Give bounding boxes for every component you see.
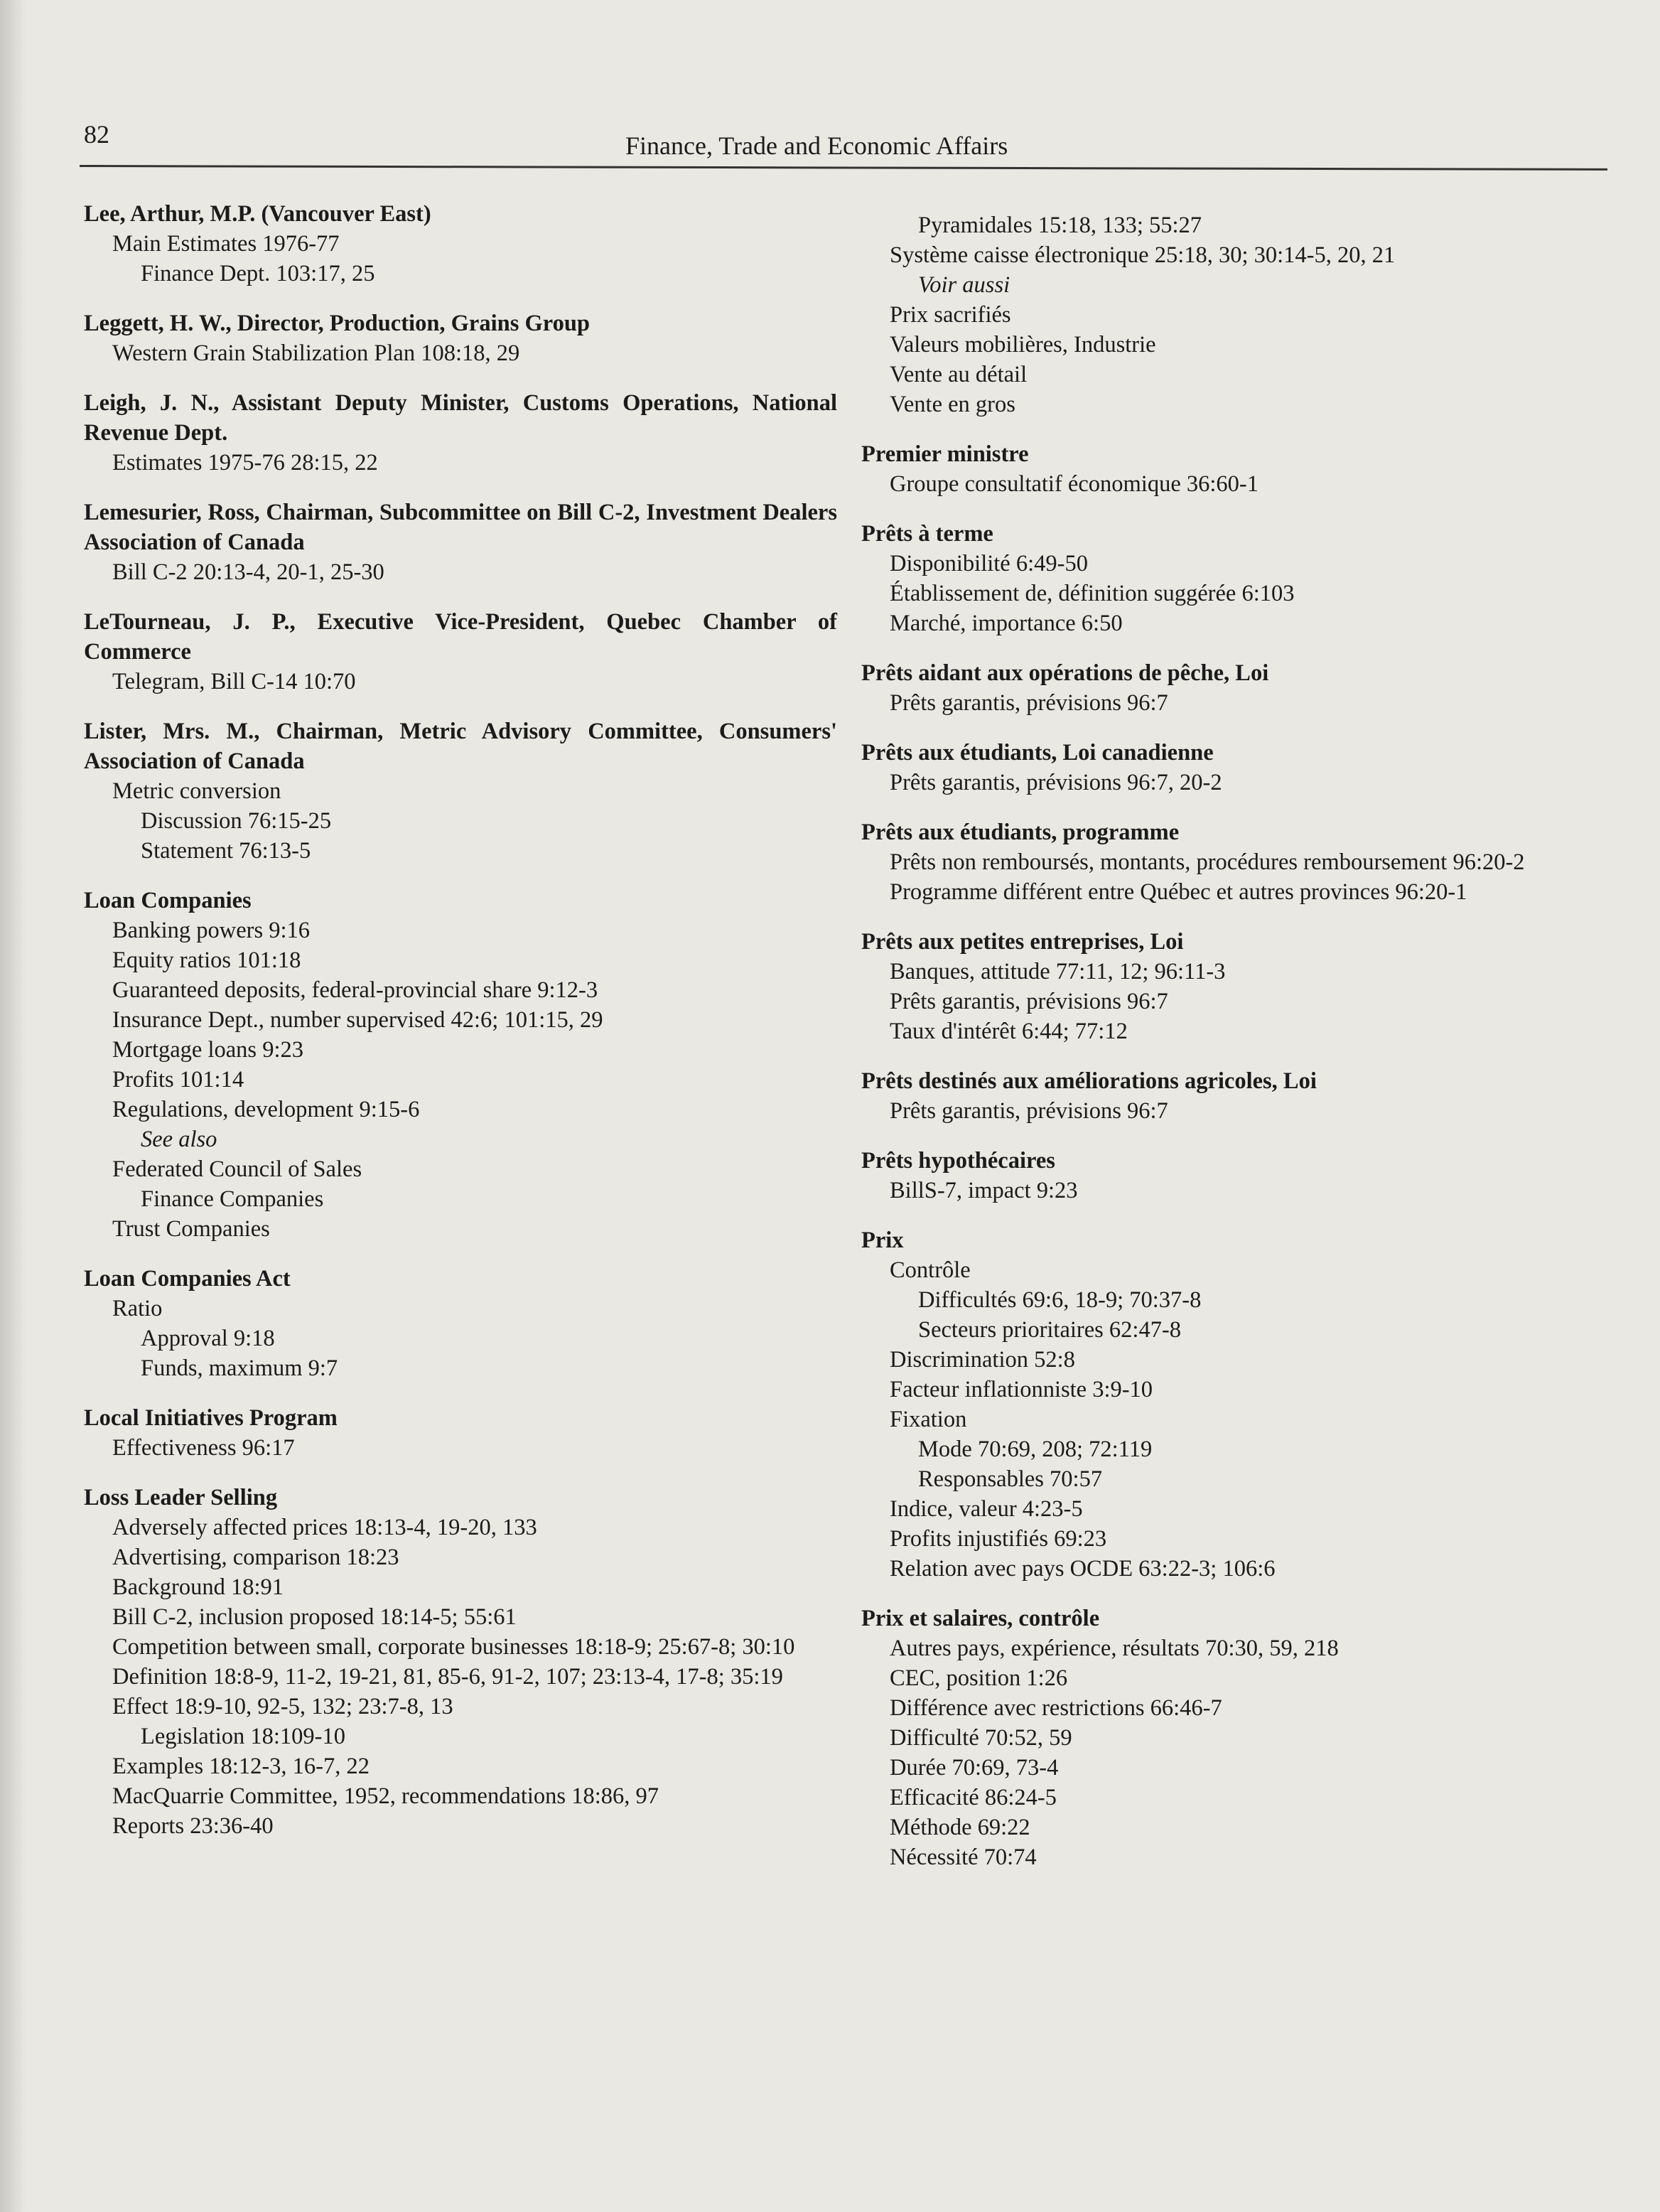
- index-entry: [84, 886, 837, 1244]
- index-subentry: Discussion 76:15-25: [141, 808, 332, 834]
- index-heading: Prêts aidant aux opérations de pêche, Loi: [861, 660, 1269, 686]
- index-subentry: Mortgage loans 9:23: [112, 1037, 303, 1063]
- index-entry: [861, 738, 1605, 798]
- index-subentry: Telegram, Bill C-14 10:70: [112, 669, 356, 694]
- index-subentry: Taux d'intérêt 6:44; 77:12: [890, 1019, 1128, 1044]
- index-entry: [84, 498, 837, 587]
- index-subentry: Reports 23:36-40: [112, 1813, 274, 1839]
- index-subentry: Finance Companies: [141, 1186, 324, 1212]
- index-subentry: Difficultés 69:6, 18-9; 70:37-8: [918, 1287, 1202, 1313]
- index-subentry: Pyramidales 15:18, 133; 55:27: [918, 213, 1202, 238]
- index-subentry: Banques, attitude 77:11, 12; 96:11-3: [890, 959, 1226, 984]
- index-entry: [84, 199, 837, 289]
- index-subentry: Efficacité 86:24-5: [890, 1785, 1057, 1810]
- index-subentry: Regulations, development 9:15-6: [112, 1097, 420, 1122]
- page-binding-edge: [0, 0, 26, 2212]
- index-heading: Premier ministre: [861, 441, 1029, 467]
- index-subentry: Finance Dept. 103:17, 25: [141, 261, 375, 286]
- index-subentry: Estimates 1975-76 28:15, 22: [112, 450, 378, 476]
- index-subentry: Relation avec pays OCDE 63:22-3; 106:6: [890, 1556, 1276, 1582]
- index-subentry: Difficulté 70:52, 59: [890, 1725, 1072, 1751]
- index-subentry: Système caisse électronique 25:18, 30; 30:14-5, 20, 21: [890, 242, 1396, 268]
- index-heading: Loan Companies: [84, 888, 252, 913]
- index-subentry: Vente en gros: [890, 392, 1015, 417]
- index-heading: Lister, Mrs. M., Chairman, Metric Advisory Committee, Consumers' Association of Canada: [84, 719, 837, 774]
- index-entry: [861, 1066, 1605, 1126]
- index-subentry: Nécessité 70:74: [890, 1845, 1037, 1870]
- index-subentry: Metric conversion: [112, 778, 281, 804]
- header-rule: [80, 165, 1607, 171]
- index-heading: Prix et salaires, contrôle: [861, 1606, 1100, 1631]
- index-subentry: Contrôle: [890, 1257, 971, 1283]
- index-subentry: Autres pays, expérience, résultats 70:30, 59, 218: [890, 1636, 1339, 1661]
- index-subentry: Federated Council of Sales: [112, 1156, 362, 1182]
- index-entry: [84, 1483, 837, 1841]
- index-subentry: Bill C-2 20:13-4, 20-1, 25-30: [112, 559, 384, 585]
- index-subentry: Statement 76:13-5: [141, 838, 311, 864]
- index-heading: Local Initiatives Program: [84, 1405, 338, 1431]
- index-subentry: Prêts garantis, prévisions 96:7: [890, 989, 1168, 1014]
- index-subentry: Différence avec restrictions 66:46-7: [890, 1695, 1222, 1721]
- index-entry: [861, 1146, 1605, 1206]
- index-subentry: Secteurs prioritaires 62:47-8: [918, 1317, 1182, 1343]
- index-subentry: Marché, importance 6:50: [890, 611, 1123, 636]
- index-subentry: Valeurs mobilières, Industrie: [890, 332, 1156, 358]
- index-subentry: Programme différent entre Québec et autres provinces 96:20-1: [890, 879, 1467, 905]
- index-entry: [861, 658, 1605, 718]
- index-subentry: Bill C-2, inclusion proposed 18:14-5; 55:61: [112, 1604, 517, 1630]
- index-entry: [861, 817, 1605, 907]
- index-subentry: Groupe consultatif économique 36:60-1: [890, 471, 1259, 497]
- index-subentry: Prêts non remboursés, montants, procédures remboursement 96:20-2: [890, 849, 1525, 875]
- index-subentry: Responsables 70:57: [918, 1466, 1103, 1492]
- index-subentry: Competition between small, corporate businesses 18:18-9; 25:67-8; 30:10: [112, 1634, 795, 1660]
- index-subentry: Méthode 69:22: [890, 1815, 1030, 1840]
- index-subentry: Facteur inflationniste 3:9-10: [890, 1377, 1153, 1402]
- index-subentry: Equity ratios 101:18: [112, 947, 301, 973]
- index-subentry: Vente au détail: [890, 362, 1028, 387]
- cross-reference-label: See also: [141, 1127, 217, 1152]
- right-index-column: [861, 210, 1605, 1892]
- index-subentry: Fixation: [890, 1407, 967, 1432]
- index-subentry: Background 18:91: [112, 1574, 284, 1600]
- index-subentry: Mode 70:69, 208; 72:119: [918, 1437, 1153, 1462]
- index-subentry: Prix sacrifiés: [890, 302, 1011, 328]
- index-subentry: Guaranteed deposits, federal-provincial share 9:12-3: [112, 977, 598, 1003]
- index-subentry: BillS-7, impact 9:23: [890, 1178, 1078, 1203]
- index-heading: Loan Companies Act: [84, 1266, 291, 1292]
- index-subentry: Disponibilité 6:49-50: [890, 551, 1088, 576]
- index-subentry: Prêts garantis, prévisions 96:7: [890, 1098, 1168, 1124]
- index-subentry: Insurance Dept., number supervised 42:6; 101:15, 29: [112, 1007, 603, 1033]
- running-title: Finance, Trade and Economic Affairs: [625, 131, 1008, 160]
- index-subentry: Funds, maximum 9:7: [141, 1355, 338, 1381]
- index-entry: [84, 1403, 837, 1463]
- index-entry: [84, 607, 837, 697]
- index-heading: Prix: [861, 1228, 904, 1253]
- page-number: 82: [84, 120, 109, 149]
- index-heading: Prêts aux étudiants, programme: [861, 820, 1180, 845]
- index-heading: Loss Leader Selling: [84, 1485, 278, 1510]
- index-subentry: Profits injustifiés 69:23: [890, 1526, 1107, 1552]
- index-heading: Prêts à terme: [861, 521, 993, 547]
- index-subentry: Trust Companies: [112, 1216, 270, 1242]
- index-entry: [84, 716, 837, 866]
- index-heading: Prêts destinés aux améliorations agricoles, Loi: [861, 1068, 1317, 1094]
- index-heading: Lemesurier, Ross, Chairman, Subcommittee on Bill C-2, Investment Dealers Association of Canada: [84, 500, 837, 555]
- index-subentry: Western Grain Stabilization Plan 108:18, 29: [112, 340, 520, 366]
- index-entry: [84, 388, 837, 478]
- index-entry: [84, 308, 837, 368]
- index-entry: [861, 210, 1605, 419]
- cross-reference-label: Voir aussi: [918, 272, 1010, 298]
- index-subentry: Établissement de, définition suggérée 6:103: [890, 581, 1295, 606]
- index-subentry: Ratio: [112, 1296, 163, 1321]
- index-entry: [861, 1225, 1605, 1584]
- index-entry: [84, 1264, 837, 1383]
- index-subentry: Durée 70:69, 73-4: [890, 1755, 1059, 1781]
- index-heading: Prêts aux étudiants, Loi canadienne: [861, 740, 1214, 766]
- index-heading: LeTourneau, J. P., Executive Vice-President, Quebec Chamber of Commerce: [84, 609, 837, 665]
- index-subentry: Examples 18:12-3, 16-7, 22: [112, 1754, 370, 1779]
- index-subentry: Adversely affected prices 18:13-4, 19-20, 133: [112, 1515, 537, 1540]
- index-entry: [861, 927, 1605, 1046]
- index-entry: [861, 519, 1605, 638]
- index-subentry: Advertising, comparison 18:23: [112, 1545, 399, 1570]
- index-subentry: Prêts garantis, prévisions 96:7: [890, 690, 1168, 716]
- index-subentry: Definition 18:8-9, 11-2, 19-21, 81, 85-6, 91-2, 107; 23:13-4, 17-8; 35:19: [112, 1664, 783, 1690]
- index-subentry: Prêts garantis, prévisions 96:7, 20-2: [890, 770, 1222, 795]
- index-heading: Leggett, H. W., Director, Production, Grains Group: [84, 311, 591, 336]
- index-subentry: Approval 9:18: [141, 1326, 275, 1351]
- index-subentry: Main Estimates 1976-77: [112, 231, 340, 257]
- index-entry: [861, 1604, 1605, 1872]
- index-heading: Lee, Arthur, M.P. (Vancouver East): [84, 201, 431, 227]
- index-subentry: MacQuarrie Committee, 1952, recommendations 18:86, 97: [112, 1783, 659, 1809]
- left-index-column: [84, 199, 837, 1861]
- index-heading: Leigh, J. N., Assistant Deputy Minister, Customs Operations, National Revenue Dept.: [84, 390, 837, 446]
- index-subentry: Effectiveness 96:17: [112, 1435, 295, 1461]
- index-subentry: Indice, valeur 4:23-5: [890, 1496, 1083, 1522]
- index-subentry: Profits 101:14: [112, 1067, 244, 1092]
- index-heading: Prêts aux petites entreprises, Loi: [861, 929, 1184, 955]
- index-subentry: Discrimination 52:8: [890, 1347, 1075, 1373]
- index-subentry: Effect 18:9-10, 92-5, 132; 23:7-8, 13: [112, 1694, 453, 1719]
- index-subentry: CEC, position 1:26: [890, 1665, 1068, 1691]
- index-entry: [861, 439, 1605, 499]
- index-subentry: Legislation 18:109-10: [141, 1724, 345, 1749]
- index-heading: Prêts hypothécaires: [861, 1148, 1055, 1174]
- index-subentry: Banking powers 9:16: [112, 918, 311, 943]
